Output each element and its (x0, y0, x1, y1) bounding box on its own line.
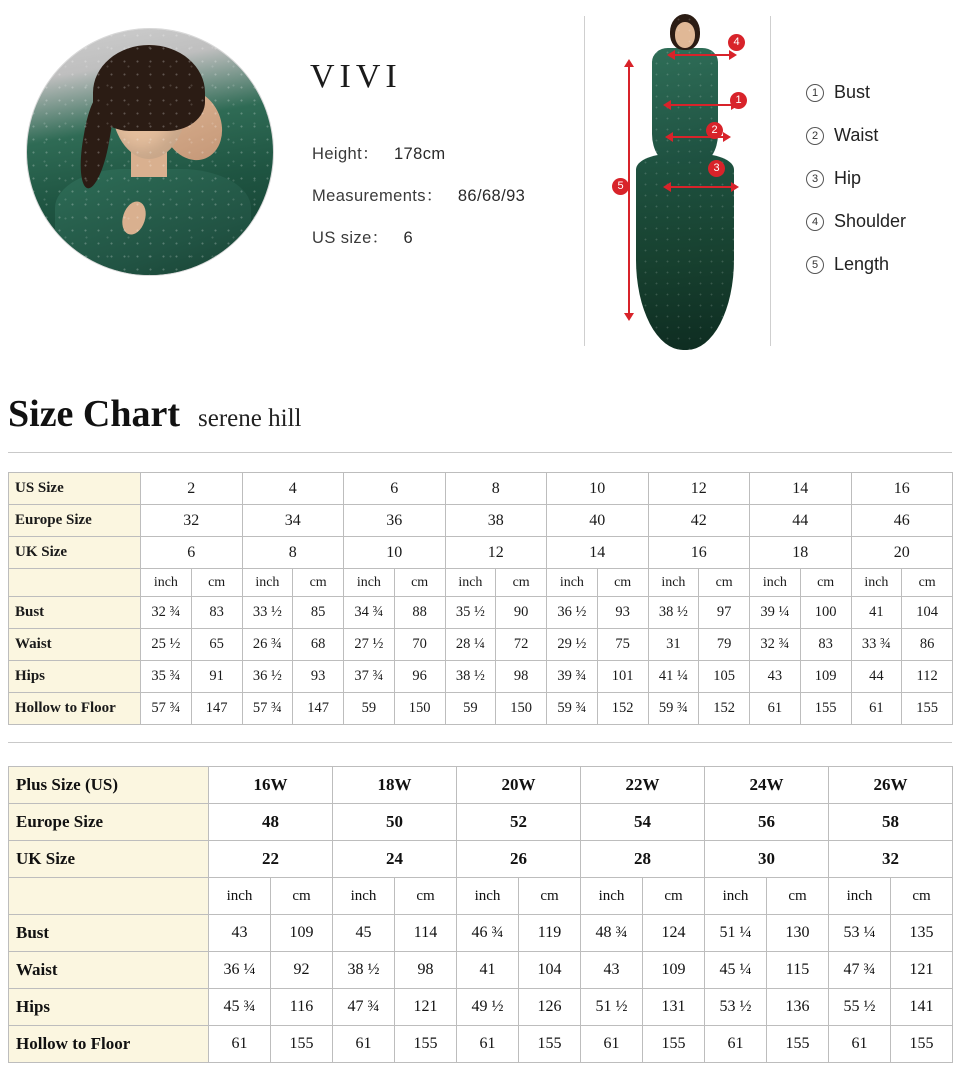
legend-item-shoulder (806, 211, 906, 232)
table-cell: 31 (648, 629, 699, 661)
row-label: Bust (9, 597, 141, 629)
table-cell: 32 ¾ (750, 629, 801, 661)
table-row (9, 841, 953, 878)
legend-number-icon: 4 (806, 213, 824, 231)
table-cell: 121 (395, 989, 457, 1026)
row-label-blank (9, 569, 141, 597)
table-cell: 86 (902, 629, 953, 661)
table-cell: 97 (699, 597, 750, 629)
table-cell: 88 (394, 597, 445, 629)
table-cell: 150 (394, 693, 445, 725)
table-cell: 10 (344, 537, 446, 569)
badge-bust: 1 (730, 92, 747, 109)
table-cell: 22 (209, 841, 333, 878)
height-value: 178cm (393, 145, 446, 163)
row-label-blank (9, 878, 209, 915)
table-cell: 8 (242, 537, 344, 569)
divider-top (8, 452, 952, 453)
unit-cell: inch (141, 569, 192, 597)
table-cell: 147 (191, 693, 242, 725)
unit-cell: cm (394, 569, 445, 597)
table-cell: 109 (271, 915, 333, 952)
table-cell: 93 (597, 597, 648, 629)
table-cell: 6 (344, 473, 446, 505)
table-cell: 126 (519, 989, 581, 1026)
title-sub: serene hill (198, 405, 302, 432)
us-size-value: 6 (403, 229, 414, 247)
table-cell: 12 (648, 473, 750, 505)
table-cell: 12 (445, 537, 547, 569)
unit-cell: cm (643, 878, 705, 915)
table-cell: 50 (333, 804, 457, 841)
table-cell: 32 (829, 841, 953, 878)
model-photo-image (27, 29, 273, 275)
table-row (9, 952, 953, 989)
table-cell: 57 ¾ (141, 693, 192, 725)
table-cell: 68 (293, 629, 344, 661)
table-cell: 115 (767, 952, 829, 989)
row-label: US Size (9, 473, 141, 505)
table-cell: 121 (891, 952, 953, 989)
table-cell: 114 (395, 915, 457, 952)
table-cell: 147 (293, 693, 344, 725)
table-cell: 59 ¾ (648, 693, 699, 725)
table-cell: 79 (699, 629, 750, 661)
height-label: Height： (312, 145, 379, 163)
table-row (9, 597, 953, 629)
table-cell: 104 (902, 597, 953, 629)
unit-cell: inch (851, 569, 902, 597)
table-cell: 58 (829, 804, 953, 841)
plus-size-table (8, 766, 953, 1063)
table-row (9, 661, 953, 693)
table-cell: 59 (445, 693, 496, 725)
table-cell: 152 (597, 693, 648, 725)
table-cell: 26 (457, 841, 581, 878)
guide-line-left (584, 16, 585, 346)
table-cell: 34 ¾ (344, 597, 395, 629)
legend-item-waist (806, 125, 906, 146)
guide-line-right (770, 16, 771, 346)
table-cell: 155 (271, 1026, 333, 1063)
table-cell: 41 (851, 597, 902, 629)
table-cell: 42 (648, 505, 750, 537)
table-cell: 36 ½ (547, 597, 598, 629)
us-size-row (312, 224, 525, 248)
table-cell: 28 ¼ (445, 629, 496, 661)
table-cell: 98 (395, 952, 457, 989)
table-row (9, 629, 953, 661)
table-cell: 22W (581, 767, 705, 804)
table-cell: 35 ¾ (141, 661, 192, 693)
table-cell: 39 ¼ (750, 597, 801, 629)
badge-hip: 3 (708, 160, 725, 177)
unit-cell: inch (547, 569, 598, 597)
table-cell: 104 (519, 952, 581, 989)
table-cell: 116 (271, 989, 333, 1026)
unit-cell: inch (445, 569, 496, 597)
table-cell: 16 (851, 473, 953, 505)
table-row (9, 804, 953, 841)
row-label: Hollow to Floor (9, 1026, 209, 1063)
row-label: Bust (9, 915, 209, 952)
legend-item-hip (806, 168, 906, 189)
table-cell: 45 ¾ (209, 989, 271, 1026)
unit-cell: inch (581, 878, 643, 915)
table-cell: 72 (496, 629, 547, 661)
table-cell: 45 (333, 915, 395, 952)
table-cell: 41 (457, 952, 519, 989)
table-cell: 56 (705, 804, 829, 841)
table-cell: 61 (829, 1026, 891, 1063)
legend-number-icon: 2 (806, 127, 824, 145)
table-cell: 91 (191, 661, 242, 693)
table-cell: 51 ¼ (705, 915, 767, 952)
sparkle-texture (27, 29, 273, 275)
model-photo (26, 28, 274, 276)
table-cell: 24W (705, 767, 829, 804)
standard-size-table (8, 472, 953, 725)
table-cell: 18 (750, 537, 852, 569)
table-cell: 28 (581, 841, 705, 878)
table-cell: 45 ¼ (705, 952, 767, 989)
table-cell: 155 (800, 693, 851, 725)
bust-arrow (670, 104, 732, 106)
table-cell: 155 (643, 1026, 705, 1063)
table-cell: 59 ¾ (547, 693, 598, 725)
table-cell: 8 (445, 473, 547, 505)
table-cell: 48 (209, 804, 333, 841)
unit-cell: inch (750, 569, 801, 597)
unit-cell: cm (395, 878, 457, 915)
table-cell: 43 (581, 952, 643, 989)
measurements-row (312, 182, 525, 206)
table-cell: 18W (333, 767, 457, 804)
standard-size-table-wrap (8, 472, 952, 725)
table-cell: 26W (829, 767, 953, 804)
table-row (9, 767, 953, 804)
unit-cell: cm (191, 569, 242, 597)
plus-size-table-wrap (8, 766, 952, 1063)
divider-middle (8, 742, 952, 743)
unit-cell: cm (519, 878, 581, 915)
table-cell: 52 (457, 804, 581, 841)
table-cell: 155 (891, 1026, 953, 1063)
row-label: Europe Size (9, 804, 209, 841)
table-cell: 83 (191, 597, 242, 629)
badge-waist: 2 (706, 122, 723, 139)
table-cell: 131 (643, 989, 705, 1026)
table-cell: 92 (271, 952, 333, 989)
legend-item-bust (806, 82, 906, 103)
table-cell: 61 (705, 1026, 767, 1063)
table-cell: 20W (457, 767, 581, 804)
table-cell: 27 ½ (344, 629, 395, 661)
table-cell: 47 ¾ (829, 952, 891, 989)
table-cell: 54 (581, 804, 705, 841)
table-cell: 124 (643, 915, 705, 952)
table-cell: 14 (547, 537, 649, 569)
table-cell: 26 ¾ (242, 629, 293, 661)
table-cell: 36 ¼ (209, 952, 271, 989)
table-row (9, 537, 953, 569)
model-details (312, 140, 525, 266)
diagram-sparkle (618, 14, 748, 350)
table-cell: 150 (496, 693, 547, 725)
unit-cell: cm (597, 569, 648, 597)
table-cell: 24 (333, 841, 457, 878)
model-section (0, 0, 960, 372)
unit-cell: inch (648, 569, 699, 597)
diagram-figure (618, 14, 748, 350)
table-cell: 61 (581, 1026, 643, 1063)
table-cell: 155 (767, 1026, 829, 1063)
row-label: Hollow to Floor (9, 693, 141, 725)
table-cell: 85 (293, 597, 344, 629)
table-cell: 51 ½ (581, 989, 643, 1026)
unit-cell: inch (457, 878, 519, 915)
measurement-diagram (566, 8, 786, 356)
table-cell: 93 (293, 661, 344, 693)
length-dimension-line (628, 66, 630, 314)
table-cell: 96 (394, 661, 445, 693)
legend-number-icon: 5 (806, 256, 824, 274)
unit-cell: cm (699, 569, 750, 597)
unit-cell: cm (800, 569, 851, 597)
table-row-units (9, 569, 953, 597)
table-cell: 152 (699, 693, 750, 725)
unit-cell: inch (333, 878, 395, 915)
model-name: VIVI (310, 58, 402, 95)
diagram-legend (806, 82, 906, 297)
unit-cell: cm (271, 878, 333, 915)
table-cell: 40 (547, 505, 649, 537)
row-label: Waist (9, 952, 209, 989)
unit-cell: cm (293, 569, 344, 597)
unit-cell: inch (705, 878, 767, 915)
unit-cell: cm (902, 569, 953, 597)
table-row (9, 1026, 953, 1063)
table-cell: 109 (800, 661, 851, 693)
table-cell: 61 (457, 1026, 519, 1063)
table-cell: 53 ¼ (829, 915, 891, 952)
table-cell: 43 (209, 915, 271, 952)
table-cell: 44 (851, 661, 902, 693)
table-row (9, 915, 953, 952)
height-row (312, 140, 525, 164)
table-cell: 16 (648, 537, 750, 569)
table-cell: 46 (851, 505, 953, 537)
table-cell: 4 (242, 473, 344, 505)
table-cell: 57 ¾ (242, 693, 293, 725)
table-row-units (9, 878, 953, 915)
row-label: Plus Size (US) (9, 767, 209, 804)
title-main: Size Chart (8, 393, 181, 435)
table-cell: 36 (344, 505, 446, 537)
table-row (9, 473, 953, 505)
table-cell: 20 (851, 537, 953, 569)
table-cell: 105 (699, 661, 750, 693)
table-cell: 25 ½ (141, 629, 192, 661)
unit-cell: cm (496, 569, 547, 597)
badge-shoulder: 4 (728, 34, 745, 51)
table-cell: 33 ¾ (851, 629, 902, 661)
table-cell: 109 (643, 952, 705, 989)
table-row (9, 989, 953, 1026)
table-cell: 130 (767, 915, 829, 952)
table-cell: 14 (750, 473, 852, 505)
legend-label: Length (834, 254, 890, 274)
unit-cell: inch (344, 569, 395, 597)
table-cell: 38 ½ (445, 661, 496, 693)
table-cell: 47 ¾ (333, 989, 395, 1026)
row-label: Europe Size (9, 505, 141, 537)
measurements-value: 86/68/93 (457, 187, 526, 205)
table-cell: 44 (750, 505, 852, 537)
table-cell: 65 (191, 629, 242, 661)
table-cell: 30 (705, 841, 829, 878)
table-cell: 36 ½ (242, 661, 293, 693)
row-label: UK Size (9, 841, 209, 878)
table-cell: 155 (902, 693, 953, 725)
table-cell: 112 (902, 661, 953, 693)
table-cell: 61 (209, 1026, 271, 1063)
table-cell: 43 (750, 661, 801, 693)
table-cell: 83 (800, 629, 851, 661)
table-cell: 39 ¾ (547, 661, 598, 693)
page-title (8, 392, 301, 436)
table-cell: 32 ¾ (141, 597, 192, 629)
unit-cell: inch (209, 878, 271, 915)
table-cell: 135 (891, 915, 953, 952)
table-cell: 61 (750, 693, 801, 725)
row-label: Waist (9, 629, 141, 661)
table-cell: 101 (597, 661, 648, 693)
table-cell: 141 (891, 989, 953, 1026)
table-cell: 16W (209, 767, 333, 804)
shoulder-arrow (674, 54, 730, 56)
table-cell: 38 (445, 505, 547, 537)
table-cell: 10 (547, 473, 649, 505)
table-cell: 100 (800, 597, 851, 629)
table-cell: 75 (597, 629, 648, 661)
legend-label: Shoulder (834, 211, 907, 231)
table-row (9, 693, 953, 725)
table-cell: 119 (519, 915, 581, 952)
table-cell: 32 (141, 505, 243, 537)
table-cell: 61 (851, 693, 902, 725)
table-cell: 70 (394, 629, 445, 661)
unit-cell: cm (767, 878, 829, 915)
table-cell: 38 ½ (333, 952, 395, 989)
table-cell: 155 (519, 1026, 581, 1063)
unit-cell: cm (891, 878, 953, 915)
table-cell: 155 (395, 1026, 457, 1063)
table-cell: 33 ½ (242, 597, 293, 629)
table-row (9, 505, 953, 537)
unit-cell: inch (242, 569, 293, 597)
table-cell: 136 (767, 989, 829, 1026)
table-cell: 35 ½ (445, 597, 496, 629)
table-cell: 37 ¾ (344, 661, 395, 693)
table-cell: 48 ¾ (581, 915, 643, 952)
row-label: Hips (9, 661, 141, 693)
measurements-label: Measurements： (312, 187, 443, 205)
table-cell: 90 (496, 597, 547, 629)
unit-cell: inch (829, 878, 891, 915)
table-cell: 53 ½ (705, 989, 767, 1026)
row-label: Hips (9, 989, 209, 1026)
table-cell: 41 ¼ (648, 661, 699, 693)
table-cell: 55 ½ (829, 989, 891, 1026)
table-cell: 2 (141, 473, 243, 505)
legend-item-length (806, 254, 906, 275)
table-cell: 46 ¾ (457, 915, 519, 952)
legend-label: Bust (834, 82, 871, 102)
row-label: UK Size (9, 537, 141, 569)
hip-arrow (670, 186, 732, 188)
table-cell: 98 (496, 661, 547, 693)
table-cell: 34 (242, 505, 344, 537)
legend-number-icon: 3 (806, 170, 824, 188)
legend-label: Hip (834, 168, 862, 188)
legend-number-icon: 1 (806, 84, 824, 102)
us-size-label: US size： (312, 229, 389, 247)
badge-length: 5 (612, 178, 629, 195)
legend-label: Waist (834, 125, 879, 145)
table-cell: 59 (344, 693, 395, 725)
table-cell: 49 ½ (457, 989, 519, 1026)
table-cell: 61 (333, 1026, 395, 1063)
table-cell: 29 ½ (547, 629, 598, 661)
table-cell: 38 ½ (648, 597, 699, 629)
table-cell: 6 (141, 537, 243, 569)
